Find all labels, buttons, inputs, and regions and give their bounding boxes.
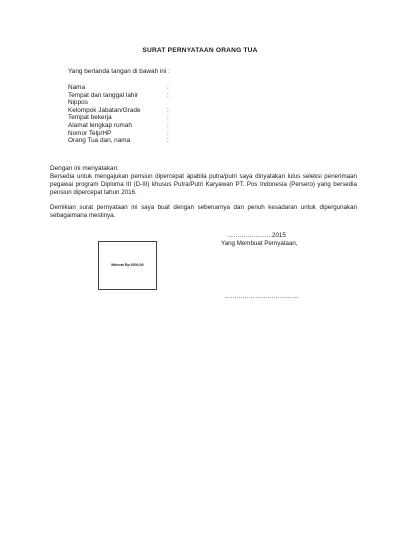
signature-label: Yang Membuat Pernyataan, — [221, 240, 298, 247]
field-label: Nomor Telp/HP — [68, 129, 112, 137]
field-row — [68, 137, 169, 145]
field-label: Tempat dan tanggal lahir — [68, 91, 138, 99]
statement-heading: Dengan ini menyatakan: — [50, 165, 119, 172]
statement-body: Bersedia untuk mengajukan pensiun dipercepat apabila putra/putri saya dinyatakan lulus seleksi penerimaan pegawai program Diploma III (D-III) khusus Putra/Putri Karyawan PT. Pos Indonesia (Persero) yang bersedia pensiun dipercepat tahun 2016. — [50, 173, 357, 197]
field-row — [68, 99, 140, 107]
field-label: Tempat bekerja — [68, 114, 112, 122]
field-colon: : — [167, 114, 169, 122]
signature-date: ………………….2015 — [227, 232, 286, 239]
field-label: Nama — [68, 84, 86, 91]
field-colon: : — [167, 137, 169, 145]
field-row — [68, 84, 169, 92]
field-colon: : — [167, 84, 169, 91]
stamp-box — [98, 241, 157, 290]
closing-paragraph: Demikian surat pernyataan ini saya buat dengan sebenarnya dan penuh kesadaran untuk dipergunakan sebagaimana mestinya. — [50, 204, 357, 220]
field-row — [68, 129, 169, 138]
field-row — [68, 91, 169, 100]
field-colon: : — [167, 106, 169, 114]
field-label: Alamat lengkap rumah — [68, 121, 132, 129]
stamp-text: Meterai Rp 6000,00 — [111, 263, 144, 267]
field-row — [68, 114, 169, 122]
field-label: Kelompok Jabatan/Grade — [68, 106, 141, 114]
intro-text: Yang bertanda tangan di bawah ini : — [68, 68, 170, 75]
field-colon: : — [167, 91, 169, 99]
document-title: SURAT PERNYATAAN ORANG TUA — [142, 47, 258, 54]
identity-fields — [68, 84, 169, 145]
field-label: Nippos — [68, 99, 88, 107]
field-row — [68, 121, 169, 130]
signature-line: ……………………………… — [224, 293, 299, 300]
field-colon: : — [167, 121, 169, 129]
field-label: Orang Tua dari, nama — [68, 137, 131, 145]
field-colon: : — [167, 129, 169, 137]
field-row — [68, 106, 169, 115]
